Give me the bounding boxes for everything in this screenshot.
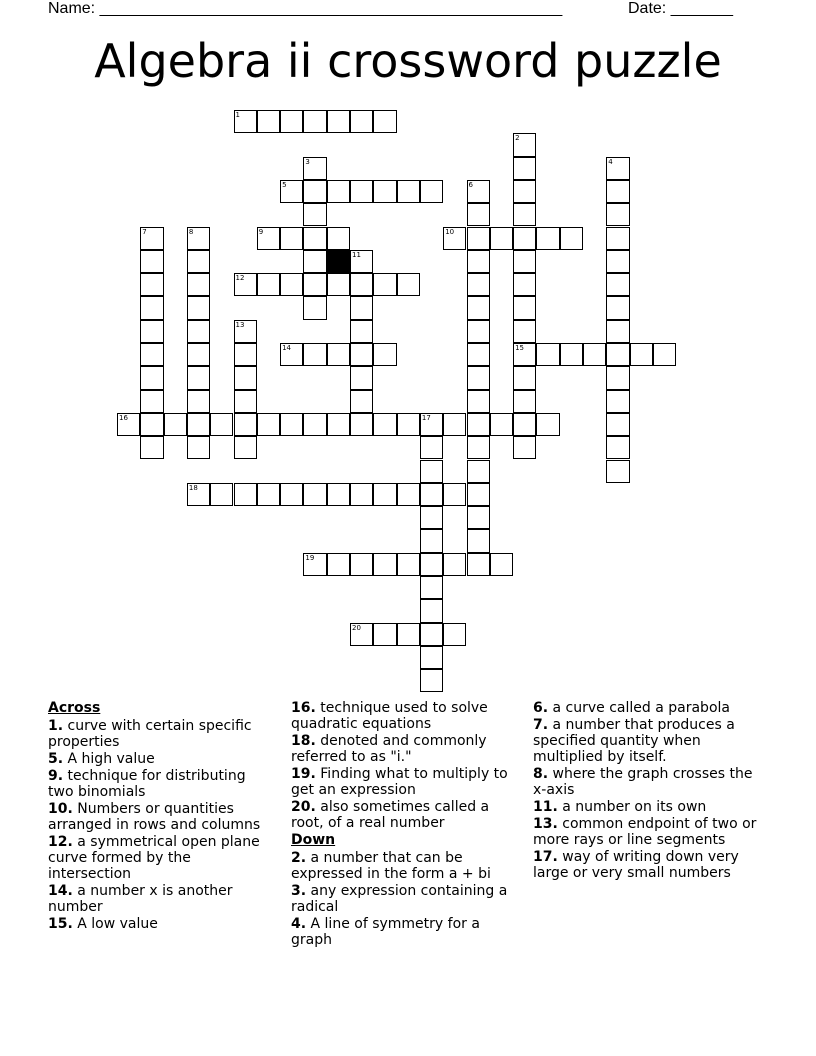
grid-cell[interactable] <box>280 413 303 436</box>
grid-cell[interactable] <box>350 273 373 296</box>
cell-number: 15 <box>515 344 525 352</box>
grid-cell[interactable] <box>467 320 490 343</box>
grid-cell[interactable] <box>606 436 629 459</box>
grid-cell[interactable] <box>140 227 163 250</box>
grid-cell[interactable] <box>303 250 326 273</box>
grid-cell[interactable] <box>350 483 373 506</box>
clue-across-9 <box>48 768 273 800</box>
grid-cell[interactable] <box>257 273 280 296</box>
clue-text: A low value <box>77 916 158 932</box>
clue-text: where the graph crosses the x-axis <box>533 766 753 798</box>
clue-across-14 <box>48 883 273 915</box>
clues-column-2 <box>291 700 516 949</box>
cell-number: 17 <box>421 413 431 422</box>
grid-cell[interactable] <box>234 483 257 506</box>
clue-number: 7. <box>533 717 549 733</box>
grid-cell[interactable] <box>513 413 536 436</box>
grid-cell[interactable] <box>234 436 257 459</box>
grid-cell[interactable] <box>513 436 536 459</box>
grid-cell[interactable] <box>187 483 210 506</box>
cell-number: 16 <box>119 413 128 422</box>
grid-cell[interactable] <box>280 273 303 296</box>
grid-cell[interactable] <box>420 646 443 669</box>
grid-cell[interactable] <box>327 553 350 576</box>
clue-text: common endpoint of two or more rays or line segments <box>533 816 757 848</box>
grid-cell[interactable] <box>187 320 210 343</box>
grid-cell[interactable] <box>117 413 140 436</box>
grid-cell[interactable] <box>420 599 443 622</box>
grid-cell[interactable] <box>327 413 350 436</box>
cell-number: 2 <box>515 134 520 143</box>
grid-cell[interactable] <box>467 553 490 576</box>
clue-number: 16. <box>291 700 316 716</box>
clue-down-8 <box>533 766 763 798</box>
grid-cell[interactable] <box>420 669 443 692</box>
grid-cell[interactable] <box>443 623 466 646</box>
grid-cell[interactable] <box>467 180 490 203</box>
grid-cell[interactable] <box>373 343 396 366</box>
grid-cell[interactable] <box>234 110 257 133</box>
grid-cell[interactable] <box>467 506 490 529</box>
down-heading: Down <box>291 832 336 848</box>
grid-cell[interactable] <box>350 623 373 646</box>
grid-cell[interactable] <box>443 413 466 436</box>
clue-number: 6. <box>533 700 549 716</box>
grid-cell[interactable] <box>373 623 396 646</box>
grid-cell[interactable] <box>397 273 420 296</box>
cell-number: 14 <box>282 344 292 352</box>
clue-text: a number on its own <box>562 799 707 815</box>
grid-cell[interactable] <box>257 227 280 250</box>
grid-cell[interactable] <box>140 390 163 413</box>
grid-cell[interactable] <box>257 483 280 506</box>
clue-down-3 <box>291 883 516 915</box>
grid-cell[interactable] <box>513 250 536 273</box>
grid-cell[interactable] <box>303 413 326 436</box>
grid-cell[interactable] <box>606 296 629 319</box>
clue-number: 11. <box>533 799 558 815</box>
grid-cell[interactable] <box>397 413 420 436</box>
grid-cell[interactable] <box>467 483 490 506</box>
grid-cell[interactable] <box>606 366 629 389</box>
grid-cell[interactable] <box>606 390 629 413</box>
cell-number: 4 <box>608 157 613 166</box>
clue-across-16 <box>291 700 516 732</box>
grid-cell[interactable] <box>164 413 187 436</box>
clue-text: also sometimes called a root, of a real number <box>291 799 490 831</box>
grid-cell[interactable] <box>303 483 326 506</box>
grid-cell[interactable] <box>187 436 210 459</box>
clue-number: 12. <box>48 834 73 850</box>
grid-cell[interactable] <box>303 110 326 133</box>
grid-cell[interactable] <box>397 553 420 576</box>
black-cell <box>327 250 350 273</box>
grid-cell[interactable] <box>536 413 559 436</box>
clue-text: A line of symmetry for a graph <box>291 916 480 948</box>
clues-column-1 <box>48 700 273 933</box>
clue-number: 17. <box>533 849 558 865</box>
grid-cell[interactable] <box>490 227 513 250</box>
grid-cell[interactable] <box>187 343 210 366</box>
grid-cell[interactable] <box>303 296 326 319</box>
grid-cell[interactable] <box>397 483 420 506</box>
grid-cell[interactable] <box>467 296 490 319</box>
grid-cell[interactable] <box>397 623 420 646</box>
clue-number: 15. <box>48 916 73 932</box>
grid-cell[interactable] <box>327 180 350 203</box>
clue-number: 1. <box>48 718 64 734</box>
clue-text: a curve called a parabola <box>552 700 730 716</box>
cell-number: 11 <box>352 250 361 259</box>
grid-cell[interactable] <box>420 529 443 552</box>
grid-cell[interactable] <box>606 250 629 273</box>
grid-cell[interactable] <box>536 227 559 250</box>
grid-cell[interactable] <box>606 180 629 203</box>
grid-cell[interactable] <box>210 413 233 436</box>
clue-number: 9. <box>48 768 64 784</box>
grid-cell[interactable] <box>606 157 629 180</box>
grid-cell[interactable] <box>420 553 443 576</box>
grid-cell[interactable] <box>350 553 373 576</box>
clue-across-10 <box>48 801 273 833</box>
grid-cell[interactable] <box>234 320 257 343</box>
grid-cell[interactable] <box>420 413 443 436</box>
clue-number: 8. <box>533 766 549 782</box>
clue-number: 10. <box>48 801 73 817</box>
clue-text: a symmetrical open plane curve formed by the intersection <box>48 834 260 882</box>
clue-number: 2. <box>291 850 307 866</box>
grid-cell[interactable] <box>443 553 466 576</box>
grid-cell[interactable] <box>490 413 513 436</box>
grid-cell[interactable] <box>490 553 513 576</box>
cell-number: 1 <box>235 111 240 119</box>
clue-down-13 <box>533 816 763 848</box>
clue-across-19 <box>291 766 516 798</box>
cell-number: 19 <box>305 553 315 562</box>
grid-cell[interactable] <box>373 483 396 506</box>
grid-cell[interactable] <box>210 483 233 506</box>
grid-cell[interactable] <box>350 320 373 343</box>
grid-cell[interactable] <box>467 273 490 296</box>
clue-down-6 <box>533 700 763 716</box>
clue-text: A high value <box>67 751 155 767</box>
grid-cell[interactable] <box>583 343 606 366</box>
grid-cell[interactable] <box>606 320 629 343</box>
cell-number: 5 <box>282 180 287 189</box>
grid-cell[interactable] <box>420 506 443 529</box>
cell-number: 8 <box>188 227 194 236</box>
grid-cell[interactable] <box>327 110 350 133</box>
grid-cell[interactable] <box>373 413 396 436</box>
cell-number: 3 <box>305 157 310 166</box>
grid-cell[interactable] <box>397 180 420 203</box>
grid-cell[interactable] <box>513 180 536 203</box>
grid-cell[interactable] <box>420 623 443 646</box>
grid-cell[interactable] <box>467 366 490 389</box>
clue-text: technique for distributing two binomials <box>48 768 246 800</box>
grid-cell[interactable] <box>467 227 490 250</box>
grid-cell[interactable] <box>350 180 373 203</box>
grid-cell[interactable] <box>280 110 303 133</box>
across-heading: Across <box>48 700 101 716</box>
grid-cell[interactable] <box>350 413 373 436</box>
grid-cell[interactable] <box>350 296 373 319</box>
grid-cell[interactable] <box>234 413 257 436</box>
grid-cell[interactable] <box>513 157 536 180</box>
clue-number: 13. <box>533 816 558 832</box>
clues-column-3 <box>533 700 763 882</box>
grid-cell[interactable] <box>234 273 257 296</box>
cell-number: 18 <box>188 483 198 492</box>
clue-across-5 <box>48 751 273 767</box>
grid-cell[interactable] <box>350 366 373 389</box>
grid-cell[interactable] <box>606 203 629 226</box>
clue-across-12 <box>48 834 273 882</box>
grid-cell[interactable] <box>280 180 303 203</box>
clue-across-1 <box>48 718 273 750</box>
cell-number: 13 <box>235 320 245 329</box>
grid-cell[interactable] <box>187 250 210 273</box>
cell-number: 6 <box>468 180 473 189</box>
grid-cell[interactable] <box>257 110 280 133</box>
grid-cell[interactable] <box>257 413 280 436</box>
grid-cell[interactable] <box>350 343 373 366</box>
cell-number: 12 <box>235 274 245 283</box>
grid-cell[interactable] <box>140 343 163 366</box>
grid-cell[interactable] <box>187 273 210 296</box>
grid-cell[interactable] <box>280 343 303 366</box>
grid-cell[interactable] <box>467 436 490 459</box>
grid-cell[interactable] <box>234 343 257 366</box>
page-title: Algebra ii crossword puzzle <box>94 34 722 88</box>
grid-cell[interactable] <box>513 320 536 343</box>
grid-cell[interactable] <box>420 460 443 483</box>
grid-cell[interactable] <box>467 460 490 483</box>
clue-number: 18. <box>291 733 316 749</box>
clue-down-4 <box>291 916 516 948</box>
grid-cell[interactable] <box>187 413 210 436</box>
clue-text: Finding what to multiply to get an expression <box>291 766 508 798</box>
clue-across-18 <box>291 733 516 765</box>
clue-text: any expression containing a radical <box>291 883 508 915</box>
grid-cell[interactable] <box>140 366 163 389</box>
grid-cell[interactable] <box>350 250 373 273</box>
grid-cell[interactable] <box>303 203 326 226</box>
grid-cell[interactable] <box>467 413 490 436</box>
grid-cell[interactable] <box>467 390 490 413</box>
grid-cell[interactable] <box>187 227 210 250</box>
grid-cell[interactable] <box>327 483 350 506</box>
grid-cell[interactable] <box>280 483 303 506</box>
cell-number: 20 <box>352 623 361 632</box>
clue-down-7 <box>533 717 763 765</box>
grid-cell[interactable] <box>536 343 559 366</box>
grid-cell[interactable] <box>560 343 583 366</box>
grid-cell[interactable] <box>140 273 163 296</box>
grid-cell[interactable] <box>373 553 396 576</box>
clue-across-20 <box>291 799 516 831</box>
grid-cell[interactable] <box>303 180 326 203</box>
grid-cell[interactable] <box>140 436 163 459</box>
grid-cell[interactable] <box>606 460 629 483</box>
grid-cell[interactable] <box>606 413 629 436</box>
grid-cell[interactable] <box>420 483 443 506</box>
grid-cell[interactable] <box>373 180 396 203</box>
clue-text: curve with certain specific properties <box>48 718 252 750</box>
grid-cell[interactable] <box>467 529 490 552</box>
grid-cell[interactable] <box>420 576 443 599</box>
clue-number: 5. <box>48 751 64 767</box>
grid-cell[interactable] <box>327 227 350 250</box>
name-field[interactable]: Name: ____________________________________________________ <box>48 0 563 17</box>
grid-cell[interactable] <box>443 483 466 506</box>
grid-cell[interactable] <box>373 273 396 296</box>
grid-cell[interactable] <box>303 227 326 250</box>
grid-cell[interactable] <box>513 273 536 296</box>
grid-cell[interactable] <box>350 390 373 413</box>
clue-number: 3. <box>291 883 307 899</box>
grid-cell[interactable] <box>327 273 350 296</box>
clue-text: a number that produces a specified quantity when multiplied by itself. <box>533 717 735 765</box>
clue-number: 4. <box>291 916 307 932</box>
grid-cell[interactable] <box>303 343 326 366</box>
grid-cell[interactable] <box>420 436 443 459</box>
grid-cell[interactable] <box>606 227 629 250</box>
grid-cell[interactable] <box>653 343 676 366</box>
cell-number: 10 <box>445 227 455 236</box>
clue-text: Numbers or quantities arranged in rows and columns <box>48 801 261 833</box>
cell-number: 7 <box>142 227 147 236</box>
clue-text: a number that can be expressed in the form a + bi <box>291 850 491 882</box>
clue-text: denoted and commonly referred to as "i." <box>291 733 487 765</box>
clue-text: way of writing down very large or very small numbers <box>533 849 739 881</box>
grid-cell[interactable] <box>234 390 257 413</box>
grid-cell[interactable] <box>373 110 396 133</box>
grid-cell[interactable] <box>234 366 257 389</box>
clue-number: 14. <box>48 883 73 899</box>
clue-number: 20. <box>291 799 316 815</box>
clue-down-17 <box>533 849 763 881</box>
grid-cell[interactable] <box>513 203 536 226</box>
clue-number: 19. <box>291 766 316 782</box>
grid-cell[interactable] <box>420 180 443 203</box>
grid-cell[interactable] <box>513 296 536 319</box>
grid-cell[interactable] <box>467 250 490 273</box>
grid-cell[interactable] <box>513 343 536 366</box>
clue-text: a number x is another number <box>48 883 233 915</box>
grid-cell[interactable] <box>303 273 326 296</box>
grid-cell[interactable] <box>350 110 373 133</box>
grid-cell[interactable] <box>187 390 210 413</box>
grid-cell[interactable] <box>513 227 536 250</box>
grid-cell[interactable] <box>280 227 303 250</box>
grid-cell[interactable] <box>630 343 653 366</box>
grid-cell[interactable] <box>443 227 466 250</box>
clue-text: technique used to solve quadratic equations <box>291 700 488 732</box>
grid-cell[interactable] <box>513 390 536 413</box>
grid-cell[interactable] <box>467 343 490 366</box>
grid-cell[interactable] <box>303 553 326 576</box>
grid-cell[interactable] <box>606 273 629 296</box>
grid-cell[interactable] <box>140 320 163 343</box>
grid-cell[interactable] <box>513 366 536 389</box>
grid-cell[interactable] <box>187 366 210 389</box>
grid-cell[interactable] <box>140 250 163 273</box>
grid-cell[interactable] <box>327 343 350 366</box>
date-field[interactable]: Date: _______ <box>628 0 733 17</box>
grid-cell[interactable] <box>467 203 490 226</box>
grid-cell[interactable] <box>606 343 629 366</box>
clue-down-11 <box>533 799 763 815</box>
clue-across-15 <box>48 916 273 932</box>
clue-down-2 <box>291 850 516 882</box>
grid-cell[interactable] <box>187 296 210 319</box>
grid-cell[interactable] <box>303 157 326 180</box>
grid-cell[interactable] <box>140 413 163 436</box>
grid-cell[interactable] <box>140 296 163 319</box>
cell-number: 9 <box>258 227 264 236</box>
grid-cell[interactable] <box>560 227 583 250</box>
grid-cell[interactable] <box>513 133 536 156</box>
